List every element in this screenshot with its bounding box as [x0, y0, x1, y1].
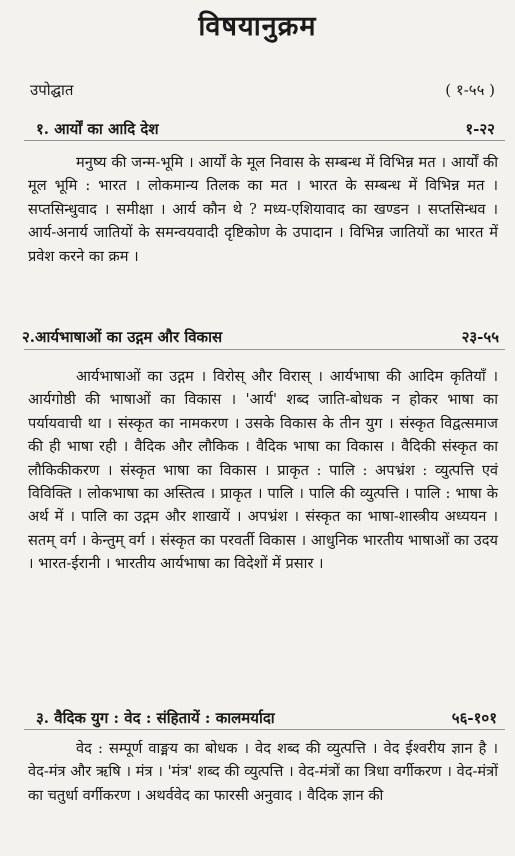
section-1-pages: १-२२: [465, 120, 495, 138]
section-1-text: मनुष्य की जन्म-भूमि । आर्यों के मूल निवास के सम्बन्ध में विभिन्न मत । आर्यों की मूल भूमि : भारत । लोकमान्य तिलक का मत । भारत के सम्बन्ध में विभिन्न मत । सप्तसिन्धुवाद । समीक्षा । आर्य कौन थे ? मध्य-एशियावाद का खण्डन । सप्तसिन्धव । आर्य-अनार्य जातियों के समन्वयवादी दृष्टिकोण के उपादान । विभिन्न जातियों का भारत में प्रवेश करने का क्रम ।: [28, 154, 498, 265]
section-1-rule: [24, 140, 505, 142]
section-3-rule: [24, 729, 505, 731]
section-2-pages: २३-५५: [461, 328, 499, 346]
section-2-text: आर्यभाषाओं का उद्गम । विरोस् और विरास् । आर्यभाषा की आदिम कृतियाँ । आर्यगोष्ठी की भाषाओं का विकास । 'आर्य' शब्द जाति-बोधक न होकर भाषा का पर्यायवाची था । संस्कृत का नामकरण । उसके विकास के तीन युग । संस्कृत विद्वत्समाज की ही भाषा रही । वैदिक और लौकिक । वैदिक भाषा का विकास । वैदिकी संस्कृत का लौकिकीकरण । संस्कृत भाषा का विकास । प्राकृत : पालि : अपभ्रंश : व्युत्पत्ति एवं विविक्ति । लोकभाषा का अस्तित्व । प्राकृत । पालि । पालि की व्युत्पत्ति । पालि : भाषा के अर्थ में । पालि का उद्गम और शाखायें । अपभ्रंश । संस्कृत का भाषा-शास्त्रीय अध्ययन । सतम् वर्ग । केन्तुम् वर्ग । संस्कृत का परवर्ती विकास । आधुनिक भारतीय भाषाओं का उदय । भारत-ईरानी । भारतीय आर्यभाषा का विदेशों में प्रसार ।: [28, 368, 498, 573]
section-3-pages: ५६-१०१: [451, 709, 497, 727]
intro-pages: ( १-५५ ): [445, 81, 495, 99]
intro-label: उपोद्घात: [30, 81, 74, 99]
section-2-rule: [24, 349, 505, 351]
section-3-text: वेद : सम्पूर्ण वाङ्मय का बोधक । वेद शब्द की व्युत्पत्ति । वेद ईश्वरीय ज्ञान है । वेद-मंत्र और ऋषि । मंत्र । 'मंत्र' शब्द की व्युत्पत्ति । वेद-मंत्रों का त्रिधा वर्गीकरण । वेद-मंत्रों का चतुर्धा वर्गीकरण । अथर्ववेद का फारसी अनुवाद । वैदिक ज्ञान की: [28, 740, 498, 804]
section-3-heading: ३. वैदिक युग : वेद : संहितायें : कालमर्यादा: [36, 709, 275, 727]
section-1-heading: १. आर्यों का आदि देश: [36, 120, 159, 138]
section-2-heading: २.आर्यभाषाओं का उद्गम और विकास: [22, 328, 223, 346]
page-title: विषयानुक्रम: [198, 11, 317, 42]
